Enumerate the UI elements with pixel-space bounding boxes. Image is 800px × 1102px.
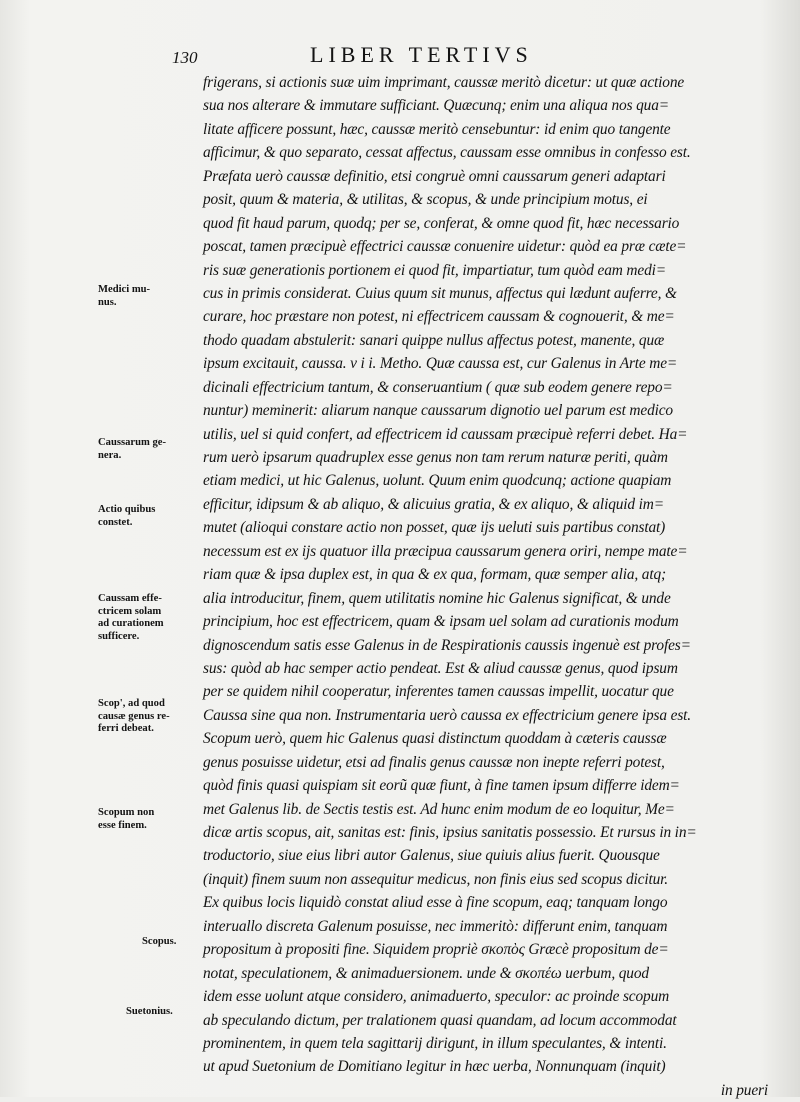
- text-line: dignoscendum satis esse Galenus in de Respirationis caussis ingenuè est profes=: [203, 636, 691, 654]
- text-line: ris suæ generationis portionem ei quod fit, impartiatur, tum quòd eam medi=: [203, 261, 666, 279]
- margin-note-scopus-genus: [98, 698, 188, 736]
- text-line: poscat, tamen præcipuè effectrici caussæ conuenire uidetur: quòd ea præ cæte=: [203, 238, 687, 256]
- text-line: utilis, uel si quid confert, ad effectricem id caussam præcipuè referri debet. Ha=: [203, 425, 688, 443]
- text-line: thodo quadam abstulerit: sanari quippe nullus affectus potest, manente, quæ: [203, 331, 665, 349]
- margin-note-line: ctricem solam: [98, 605, 162, 617]
- text-line: riam quæ & ipsa duplex est, in qua & ex qua, formam, quæ semper alia, atq;: [203, 566, 666, 584]
- catchword: in pueri: [720, 1081, 768, 1099]
- text-line: dicæ artis scopus, ait, sanitas est: finis, ipsius sanitatis possessio. Et rursus in in=: [203, 824, 697, 841]
- margin-note-actio: [98, 504, 188, 529]
- text-line: notat, speculationem, & animaduersionem. unde & σκοπέω uerbum, quod: [203, 964, 649, 982]
- margin-note-medici-munus: [98, 284, 188, 309]
- margin-note-caussarum-genera: [98, 437, 188, 462]
- margin-note-line: Actio quibus: [98, 504, 156, 515]
- margin-note-line: Scopum non: [98, 807, 155, 818]
- text-line: nuntur) meminerit: aliarum nanque caussarum dignotio uel parum est medico: [203, 402, 673, 420]
- text-line: propositum à propositi fine. Siquidem propriè σκοπὸς Græcè propositum de=: [203, 941, 669, 959]
- text-line: per se quidem nihil cooperatur, inferentes tamen caussas impellit, uocatur que: [203, 683, 674, 701]
- margin-note-line: sufficere.: [98, 630, 140, 642]
- page-header: [0, 42, 800, 72]
- margin-note-scopus: [142, 936, 232, 949]
- margin-note-line: constet.: [98, 516, 133, 528]
- margin-note-line: esse finem.: [98, 819, 147, 831]
- text-line: dicinali effectricium tantum, & conseruantium ( quæ sub eodem genere repo=: [203, 378, 673, 396]
- text-line: efficitur, idipsum & ab aliquo, & alicuius gratia, & ex aliquo, & aliquid im=: [203, 495, 664, 513]
- text-line: (inquit) finem suum non assequitur medicus, non finis eius sed scopus dicitur.: [203, 870, 668, 888]
- text-line: necessum est ex ijs quatuor illa præcipua caussarum genera oriri, nempe mate=: [203, 542, 688, 560]
- text-line: principium, hoc est effectricem, quam & ipsam uel solam ad curationis modum: [203, 613, 679, 631]
- text-line: ipsum excitauit, caussa. v i i. Metho. Quæ caussa est, cur Galenus in Arte me=: [203, 355, 678, 373]
- margin-note-caussam-effectricem: [98, 593, 188, 643]
- margin-note-line: Scop', ad quod: [98, 698, 165, 709]
- body-text: [203, 71, 768, 1102]
- text-line: Caussa sine qua non. Instrumentaria uerò caussa ex effectricium genere ipsa est.: [203, 706, 691, 724]
- text-line: sus: quòd ab hac semper actio pendeat. Est & aliud caussæ genus, quod ipsum: [203, 659, 678, 677]
- text-line: ut apud Suetonium de Domitiano legitur in hæc uerba, Nonnunquam (inquit): [203, 1058, 666, 1076]
- margin-note-line: Suetonius.: [126, 1006, 173, 1017]
- text-line: mutet (alioqui constare actio non posset, quæ ijs ueluti suis partibus constat): [203, 519, 666, 537]
- margin-note-line: Caussarum ge-: [98, 437, 166, 448]
- text-line: quod fit haud parum, quodq; per se, conferat, & omne quod fit, hæc necessario: [203, 214, 680, 232]
- margin-note-line: ad curationem: [98, 618, 164, 629]
- text-line: ab speculando dictum, per tralationem quasi quandam, ad locum accommodat: [203, 1011, 677, 1029]
- text-line: troductorio, siue eius libri autor Galenus, siue quiuis alius fuerit. Quousque: [203, 847, 660, 865]
- text-line: alia introducitur, finem, quem utilitatis nomine hic Galenus significat, & unde: [203, 589, 671, 607]
- text-line: Præfata uerò caussæ definitio, etsi congruè omni caussarum generi adaptari: [203, 167, 666, 185]
- text-line: genus posuisse uidetur, etsi ad finalis genus caussæ non inepte referri potest,: [203, 753, 665, 771]
- text-line: met Galenus lib. de Sectis testis est. Ad hunc enim modum de eo loquitur, Me=: [203, 800, 675, 818]
- text-line: prominentem, in quem tela sagittarij dirigunt, in illum speculantes, & intenti.: [203, 1034, 667, 1052]
- text-line: frigerans, si actionis suæ uim imprimant, caussæ meritò dicetur: ut quæ actione: [203, 74, 685, 91]
- text-line: quòd finis quasi quispiam sit eorũ quæ fiunt, à fine tamen ipsum differre idem=: [203, 777, 680, 795]
- text-line: cus in primis considerat. Cuius quum sit munus, affectus qui lædunt auferre, &: [203, 284, 677, 302]
- margin-note-line: Caussam effe-: [98, 593, 162, 604]
- text-line: litate afficere possunt, hæc, caussæ meritò censebuntur: id enim quo tangente: [203, 120, 671, 138]
- running-head: LIBER TERTIVS: [310, 42, 533, 67]
- text-line: sua nos alterare & immutare sufficiant. Quæcunq; enim una aliqua nos qua=: [203, 97, 669, 115]
- text-line: etiam medici, ut hic Galenus, uolunt. Quum enim quodcunq; actione quapiam: [203, 472, 672, 490]
- margin-note-line: causæ genus re-: [98, 710, 170, 722]
- text-line: curare, hoc præstare non potest, ni effectricem caussam & cognouerit, & me=: [203, 308, 675, 326]
- text-line: afficimur, & quo separato, cessat affectus, caussam esse omnibus in confesso est.: [203, 144, 691, 162]
- margin-note-line: nus.: [98, 296, 117, 308]
- margin-note-line: Medici mu-: [98, 284, 151, 295]
- margin-note-line: nera.: [98, 449, 122, 461]
- text-line: interuallo discreta Galenum posuisse, nec immeritò: differunt enim, tanquam: [203, 917, 668, 935]
- page-number: 130: [172, 48, 198, 67]
- text-line: Scopum uerò, quem hic Galenus quasi distinctum quoddam à cæteris caussæ: [203, 730, 667, 748]
- margin-note-suetonius: [126, 1006, 216, 1019]
- margin-note-line: ferri debeat.: [98, 723, 154, 734]
- text-line: posit, quum & materia, & utilitas, & scopus, & unde principium motus, ei: [203, 191, 648, 209]
- text-line: Ex quibus locis liquidò constat aliud esse à fine scopum, eaq; tanquam longo: [203, 894, 668, 912]
- text-line: rum uerò ipsarum quadruplex esse genus non tam rerum naturæ periti, quàm: [203, 449, 668, 466]
- margin-note-scopum-non-finem: [98, 807, 188, 832]
- margin-note-line: Scopus.: [142, 936, 177, 947]
- text-line: idem esse uolunt atque considero, animaduerto, speculor: ac proinde scopum: [203, 988, 670, 1006]
